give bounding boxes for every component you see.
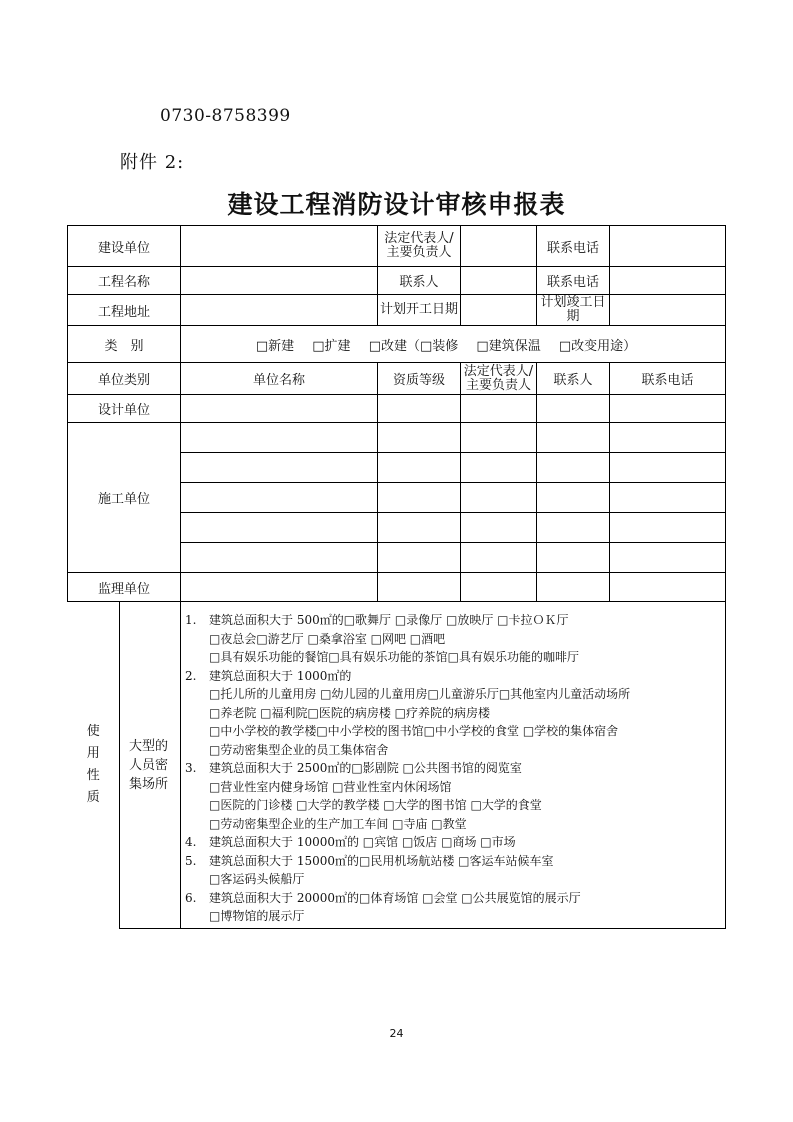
attachment-label: 附件 2:	[120, 152, 185, 173]
application-form-table	[67, 225, 726, 929]
construction-row-field[interactable]	[181, 423, 378, 453]
contact-phone-header: 联系电话	[610, 363, 726, 395]
construction-row-field[interactable]	[378, 423, 461, 453]
checklist-item-number: 6.	[185, 890, 197, 905]
new-build-checkbox[interactable]: □新建	[255, 338, 295, 354]
build-unit-field[interactable]	[181, 226, 378, 267]
construction-row-field[interactable]	[537, 453, 610, 483]
design-unit-contact-field[interactable]	[537, 395, 610, 423]
checklist-line-text: □养老院 □福利院□医院的病房楼 □疗养院的病房楼	[209, 705, 490, 720]
construction-row-field[interactable]	[461, 453, 537, 483]
construction-row-field[interactable]	[537, 513, 610, 543]
construction-row-field[interactable]	[461, 423, 537, 453]
start-date-label: 计划开工日期	[378, 295, 461, 326]
usage-checklist-line[interactable]	[185, 833, 725, 852]
build-contact-phone-label: 联系电话	[537, 226, 610, 267]
usage-checklist-line[interactable]	[185, 741, 725, 760]
usage-checklist-line[interactable]	[185, 630, 725, 649]
usage-checklist-line[interactable]	[185, 796, 725, 815]
usage-checklist-line[interactable]	[185, 870, 725, 889]
construction-row-field[interactable]	[610, 483, 726, 513]
category-label: 类 别	[68, 326, 181, 363]
checklist-line-text: □博物馆的展示厅	[209, 909, 305, 923]
supervision-unit-qualification-field[interactable]	[378, 573, 461, 602]
checklist-line-text: 建筑总面积大于 15000㎡的□民用机场航站楼 □客运车站候车室	[209, 853, 554, 868]
supervision-unit-contact-field[interactable]	[537, 573, 610, 602]
supervision-unit-phone-field[interactable]	[610, 573, 726, 602]
form-title: 建设工程消防设计审核申报表	[227, 190, 566, 219]
end-date-field[interactable]	[610, 295, 726, 326]
construction-row-field[interactable]	[378, 453, 461, 483]
usage-checklist-line[interactable]	[185, 852, 725, 871]
usage-checklist-line[interactable]	[185, 889, 725, 908]
checklist-line-text: 建筑总面积大于 2500㎡的□影剧院 □公共图书馆的阅览室	[209, 761, 522, 775]
page-number: 24	[389, 1027, 404, 1040]
usage-checklist-line[interactable]	[185, 648, 725, 667]
expansion-checkbox[interactable]: □扩建	[312, 338, 351, 354]
usage-checklist-line[interactable]	[185, 907, 725, 926]
construction-row-field[interactable]	[610, 543, 726, 573]
construction-row-field[interactable]	[181, 483, 378, 513]
usage-checklist-line[interactable]	[185, 611, 725, 630]
project-name-field[interactable]	[181, 267, 378, 295]
unit-name-header: 单位名称	[181, 363, 378, 395]
legal-rep-field[interactable]	[461, 226, 537, 267]
project-address-field[interactable]	[181, 295, 378, 326]
checklist-line-text: □客运码头候船厅	[209, 872, 305, 886]
usage-checklist-line[interactable]	[185, 778, 725, 797]
construction-row-field[interactable]	[610, 423, 726, 453]
project-contact-label: 联系人	[378, 267, 461, 295]
construction-row-field[interactable]	[537, 423, 610, 453]
usage-checklist-line[interactable]	[185, 815, 725, 834]
construction-row-field[interactable]	[537, 543, 610, 573]
start-date-field[interactable]	[461, 295, 537, 326]
project-name-label: 工程名称	[68, 267, 181, 295]
insulation-checkbox[interactable]: □建筑保温	[476, 338, 541, 354]
renovation-checkbox[interactable]: □改建（□装修	[368, 338, 459, 354]
checklist-line-text: □劳动密集型企业的员工集体宿舍	[209, 742, 389, 757]
checklist-item-number: 1.	[185, 613, 197, 627]
construction-row-field[interactable]	[461, 483, 537, 513]
checklist-line-text: □夜总会□游艺厅 □桑拿浴室 □网吧 □酒吧	[209, 631, 446, 646]
checklist-line-text: □具有娱乐功能的餐馆□具有娱乐功能的茶馆□具有娱乐功能的咖啡厅	[209, 650, 580, 664]
checklist-item-number: 2.	[185, 668, 197, 683]
checklist-line-text: 建筑总面积大于 10000㎡的 □宾馆 □饭店 □商场 □市场	[209, 835, 516, 849]
project-contact-phone-label: 联系电话	[537, 267, 610, 295]
checklist-item-number: 4.	[185, 835, 197, 849]
checklist-line-text: □劳动密集型企业的生产加工车间 □寺庙 □教堂	[209, 816, 467, 831]
supervision-unit-label: 监理单位	[68, 573, 181, 602]
usage-checklist	[181, 602, 726, 929]
checklist-line-text: 建筑总面积大于 1000㎡的	[209, 668, 352, 683]
construction-row-field[interactable]	[537, 483, 610, 513]
contact-phone-number: 0730-8758399	[160, 106, 291, 126]
contact-header: 联系人	[537, 363, 610, 395]
design-unit-rep-field[interactable]	[461, 395, 537, 423]
construction-row-field[interactable]	[610, 453, 726, 483]
checklist-line-text: □医院的门诊楼 □大学的教学楼 □大学的图书馆 □大学的食堂	[209, 798, 542, 812]
category-options	[181, 326, 726, 363]
checklist-line-text: 建筑总面积大于 20000㎡的□体育场馆 □会堂 □公共展览馆的展示厅	[209, 890, 581, 905]
build-contact-phone-field[interactable]	[610, 226, 726, 267]
usage-nature-label: 使用性质	[68, 602, 120, 929]
construction-row-field[interactable]	[610, 513, 726, 543]
usage-checklist-line[interactable]	[185, 685, 725, 704]
construction-row-field[interactable]	[181, 453, 378, 483]
usage-change-checkbox[interactable]: □改变用途）	[558, 338, 637, 354]
unit-type-header: 单位类别	[68, 363, 181, 395]
checklist-line-text: 建筑总面积大于 500㎡的□歌舞厅 □录像厅 □放映厅 □卡拉ＯＫ厅	[209, 613, 569, 627]
checklist-line-text: □托儿所的儿童用房 □幼儿园的儿童用房□儿童游乐厅□其他室内儿童活动场所	[209, 687, 631, 701]
project-contact-phone-field[interactable]	[610, 267, 726, 295]
construction-row-field[interactable]	[181, 513, 378, 543]
usage-checklist-line[interactable]	[185, 667, 725, 686]
construction-row-field[interactable]	[461, 543, 537, 573]
usage-category-label: 大型的人员密集场所	[120, 602, 181, 929]
design-unit-label: 设计单位	[68, 395, 181, 423]
design-unit-name-field[interactable]	[181, 395, 378, 423]
project-contact-field[interactable]	[461, 267, 537, 295]
usage-checklist-line[interactable]	[185, 722, 725, 741]
construction-unit-label: 施工单位	[68, 423, 181, 573]
construction-row-field[interactable]	[378, 543, 461, 573]
build-unit-label: 建设单位	[68, 226, 181, 267]
usage-checklist-line[interactable]	[185, 704, 725, 723]
construction-row-field[interactable]	[181, 543, 378, 573]
checklist-line-text: □营业性室内健身场馆 □营业性室内休闲场馆	[209, 779, 452, 794]
design-unit-qualification-field[interactable]	[378, 395, 461, 423]
checklist-line-text: □中小学校的教学楼□中小学校的图书馆□中小学校的食堂 □学校的集体宿舍	[209, 724, 619, 738]
checklist-item-number: 3.	[185, 761, 197, 775]
construction-row-field[interactable]	[378, 513, 461, 543]
end-date-label: 计划竣工日期	[537, 295, 610, 326]
construction-row-field[interactable]	[461, 513, 537, 543]
legal-rep-header: 法定代表人/主要负责人	[461, 363, 537, 395]
design-unit-phone-field[interactable]	[610, 395, 726, 423]
supervision-unit-rep-field[interactable]	[461, 573, 537, 602]
construction-row-field[interactable]	[378, 483, 461, 513]
qualification-header: 资质等级	[378, 363, 461, 395]
checklist-item-number: 5.	[185, 853, 197, 868]
usage-checklist-line[interactable]	[185, 759, 725, 778]
supervision-unit-name-field[interactable]	[181, 573, 378, 602]
project-address-label: 工程地址	[68, 295, 181, 326]
legal-rep-label: 法定代表人/主要负责人	[378, 226, 461, 267]
